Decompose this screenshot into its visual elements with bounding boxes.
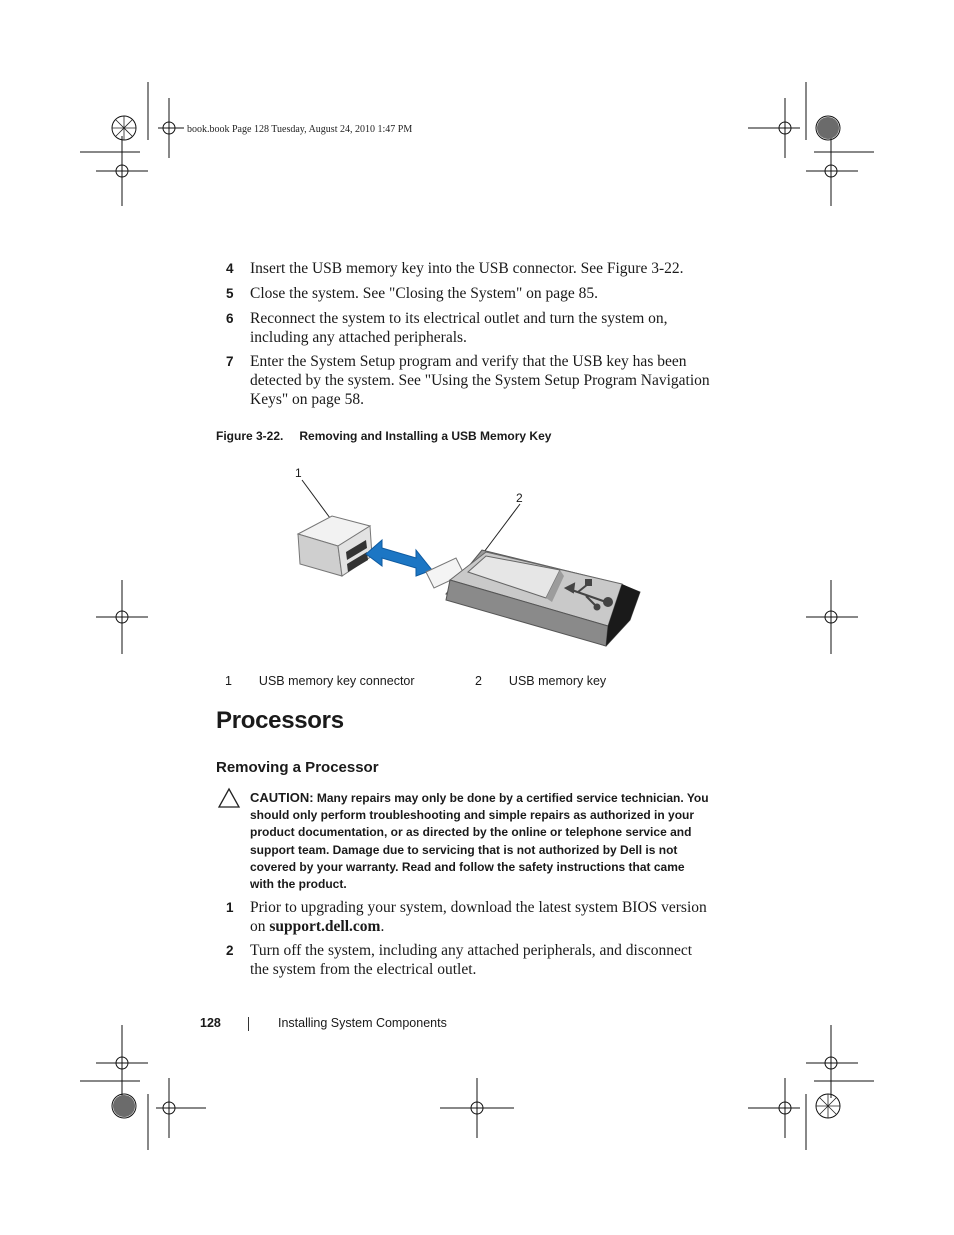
callout-leader-1 xyxy=(302,480,330,518)
step-text-line: Keys" on page 58. xyxy=(250,391,364,408)
caution-text: Many repairs may only be done by a certified service technician. You should only perform troubleshooting and simple repairs as authorized in your product documentation, or as directed by the online or telephone service and support team. Damage due to servicing that is not authorized by Dell is not covered by your warranty. Read and follow the safety instructions that came with the product. xyxy=(250,791,709,892)
step-text-line: Enter the System Setup program and verify that the USB key has been xyxy=(250,353,687,370)
caution-icon xyxy=(217,787,241,809)
figure-number: Figure 3-22. xyxy=(216,429,284,443)
step-text xyxy=(250,352,730,409)
legend-number: 2 xyxy=(475,674,482,688)
section-title: Processors xyxy=(216,707,344,734)
step-number: 1 xyxy=(226,900,234,915)
callout-1: 1 xyxy=(295,466,302,480)
step-text-line: the system from the electrical outlet. xyxy=(250,961,477,978)
caution-label: CAUTION: xyxy=(250,790,314,805)
legend-number: 1 xyxy=(225,674,232,688)
step-number: 7 xyxy=(226,354,234,369)
usb-connector xyxy=(298,516,372,576)
legend-label: USB memory key connector xyxy=(258,674,415,688)
callout-2: 2 xyxy=(516,491,523,505)
support-link[interactable]: support.dell.com xyxy=(269,918,381,935)
callout-leader-2 xyxy=(484,504,520,552)
legend-item-2 xyxy=(475,674,606,688)
figure-caption xyxy=(216,429,551,443)
step-text-line: including any attached peripherals. xyxy=(250,329,467,346)
step-number: 4 xyxy=(226,261,234,276)
legend-label: USB memory key xyxy=(508,674,607,688)
step-text-line: on xyxy=(250,918,270,935)
step-text xyxy=(250,898,730,936)
print-header: book.book Page 128 Tuesday, August 24, 2010 1:47 PM xyxy=(187,124,413,135)
step-text: Insert the USB memory key into the USB connector. See Figure 3-22. xyxy=(250,260,684,277)
step-text-line: detected by the system. See "Using the System Setup Program Navigation xyxy=(250,372,710,389)
step-text-line: . xyxy=(380,918,385,935)
legend-item-1 xyxy=(225,674,415,688)
figure-title: Removing and Installing a USB Memory Key xyxy=(299,429,552,443)
usb-memory-key xyxy=(426,550,640,646)
page-number: 128 xyxy=(200,1016,221,1030)
footer-divider xyxy=(248,1017,249,1031)
step-text-line: Prior to upgrading your system, download the latest system BIOS version xyxy=(250,899,707,916)
step-number: 5 xyxy=(226,286,234,301)
usb-key-illustration xyxy=(290,460,650,660)
step-text xyxy=(250,941,730,979)
step-number: 2 xyxy=(226,943,234,958)
chapter-title: Installing System Components xyxy=(278,1016,447,1030)
subsection-title: Removing a Processor xyxy=(216,759,379,776)
caution-notice xyxy=(250,789,710,893)
step-text-line: Turn off the system, including any attached peripherals, and disconnect xyxy=(250,942,693,959)
step-number: 6 xyxy=(226,311,234,326)
step-text-line: Reconnect the system to its electrical outlet and turn the system on, xyxy=(250,310,668,327)
step-text xyxy=(250,309,730,347)
insert-remove-arrow xyxy=(366,540,432,576)
step-text: Close the system. See "Closing the System" on page 85. xyxy=(250,285,599,302)
